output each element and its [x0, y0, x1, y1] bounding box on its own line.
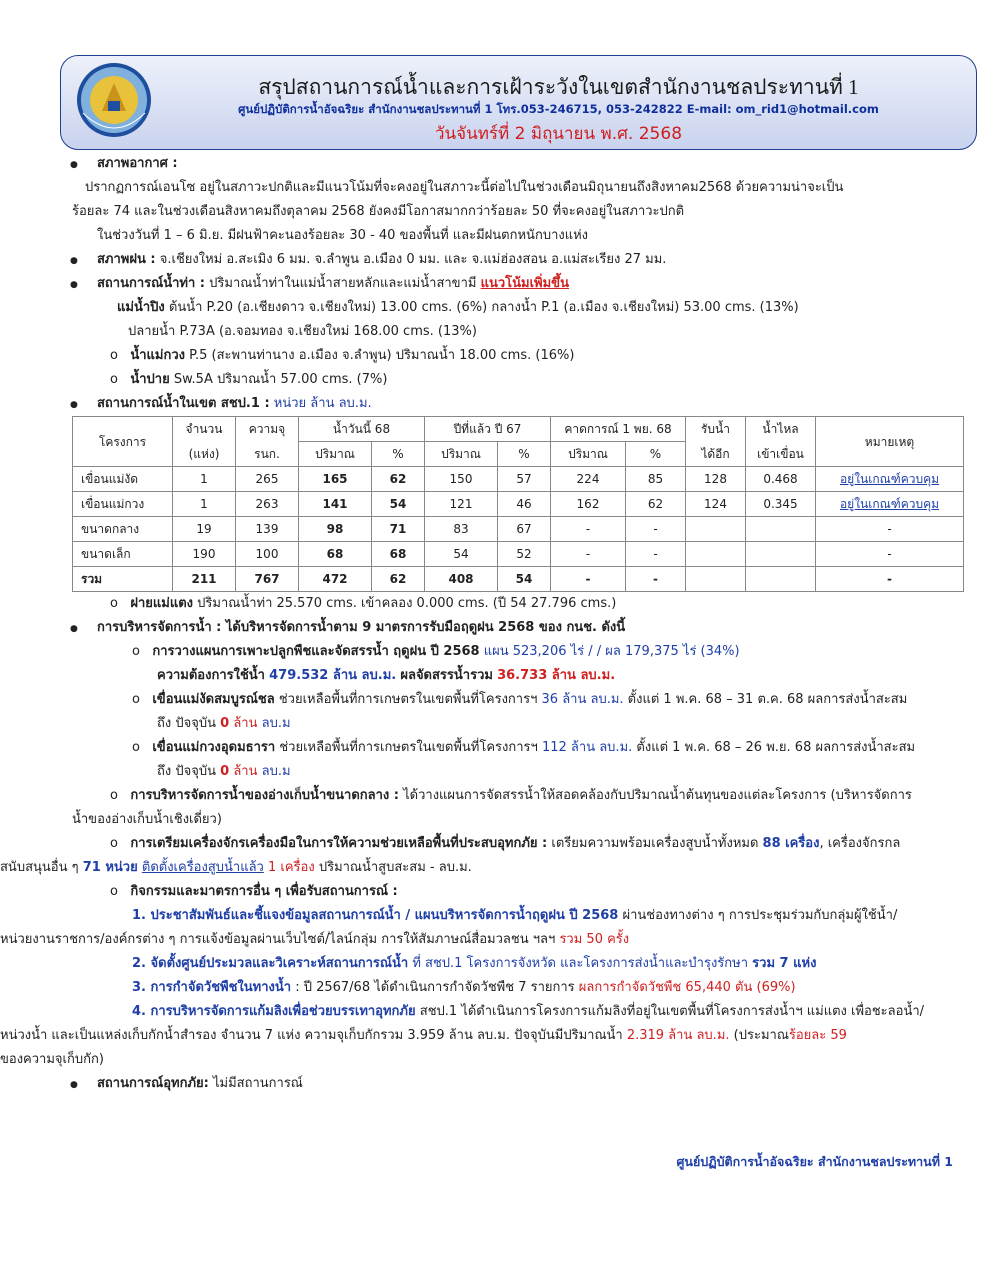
activity-4-text-2: หน่วงน้ำ และเป็นแหล่งเก็บกักน้ำสำรอง จำนวน 7 แห่ง ความจุเก็บกักรวม 3.959 ล้าน ลบ.ม. ปัจจุบันมีปริมาณน้ำ — [0, 1028, 623, 1043]
th-pct: % — [626, 442, 686, 467]
cell-note: - — [816, 567, 964, 592]
table-cell: 150 — [425, 467, 498, 492]
table-cell: - — [551, 567, 626, 592]
table-cell: 1 — [173, 492, 236, 517]
table-cell: 67 — [498, 517, 551, 542]
runoff-row — [72, 272, 962, 296]
kuang-dam-row-2 — [72, 760, 962, 784]
circle-bullet-icon: o — [110, 836, 127, 851]
machine-row — [72, 832, 962, 856]
activity-2-count: รวม 7 แห่ง — [752, 956, 817, 971]
mgmt-heading: การบริหารจัดการน้ำ : ได้บริหารจัดการน้ำตาม 9 มาตรการรับมือฤดูฝน 2568 ของ กนช. ดังนี้ — [97, 620, 626, 635]
report-body — [0, 152, 962, 1096]
kuang-text: P.5 (สะพานท่านาง อ.เมือง จ.ลำพูน) ปริมาณน้ำ 18.00 cms. (16%) — [189, 348, 575, 363]
table-cell: 265 — [236, 467, 299, 492]
weather-p2: ในช่วงวันที่ 1 – 6 มิ.ย. มีฝนฟ้าคะนองร้อยละ 30 - 40 ของพื้นที่ และมีฝนตกหนักบางแห่ง — [97, 228, 589, 243]
table-cell: 1 — [173, 467, 236, 492]
table-cell: - — [626, 567, 686, 592]
bullet-icon — [70, 272, 78, 297]
table-cell: 62 — [372, 567, 425, 592]
table-cell: 54 — [372, 492, 425, 517]
activity-2-row — [72, 952, 962, 976]
table-cell: 62 — [372, 467, 425, 492]
table-cell: 62 — [626, 492, 686, 517]
medium-row — [72, 784, 962, 808]
table-header-row — [73, 417, 964, 442]
th-volume: ปริมาณ — [299, 442, 372, 467]
ngat-result: 0 — [220, 716, 230, 731]
table-row — [73, 492, 964, 517]
demand-label: ความต้องการใช้น้ำ — [157, 668, 265, 683]
table-cell: 472 — [299, 567, 372, 592]
activity-4-label: 4. การบริหารจัดการแก้มลิงเพื่อช่วยบรรเทาอุทกภัย — [132, 1004, 416, 1019]
table-cell: 162 — [551, 492, 626, 517]
header-banner — [60, 55, 977, 150]
table-cell: - — [551, 517, 626, 542]
weir-row — [72, 592, 962, 616]
table-cell: 408 — [425, 567, 498, 592]
activity-1-label: 1. ประชาสัมพันธ์และชี้แจงข้อมูลสถานการณ์น้ำ / แผนบริหารจัดการน้ำฤดูฝน ปี 2568 — [132, 908, 619, 923]
kuang-dam-text-3: ถึง ปัจจุบัน — [157, 764, 216, 779]
ping-label: แม่น้ำปิง — [117, 300, 165, 315]
table-cell — [746, 567, 816, 592]
cell-note: - — [816, 542, 964, 567]
ngat-row-2 — [72, 712, 962, 736]
activity-1-row-2 — [0, 928, 962, 952]
activity-4-vol: 2.319 ล้าน ลบ.ม. — [626, 1028, 730, 1043]
th-receive-2: ได้อีก — [686, 442, 746, 467]
machine-units: 71 หน่วย — [82, 860, 138, 875]
flood-heading: สถานการณ์อุทกภัย: — [97, 1076, 209, 1091]
table-cell: 68 — [299, 542, 372, 567]
table-cell: 68 — [372, 542, 425, 567]
th-volume: ปริมาณ — [551, 442, 626, 467]
table-row — [73, 517, 964, 542]
page-title: สรุปสถานการณ์น้ำและการเฝ้าระวังในเขตสำนักงานชลประทานที่ 1 — [258, 75, 859, 99]
table-row — [73, 542, 964, 567]
footer-signature: ศูนย์ปฏิบัติการน้ำอัจฉริยะ สำนักงานชลประทานที่ 1 — [676, 1154, 953, 1169]
th-receive: รับน้ำ — [686, 417, 746, 442]
runoff-heading: สถานการณ์น้ำท่า : — [97, 276, 205, 291]
activity-3-text: : ปี 2567/68 ได้ดำเนินการกำจัดวัชพืช 7 รายการ — [295, 980, 575, 995]
ngat-text-3: ถึง ปัจจุบัน — [157, 716, 216, 731]
table-cell: 128 — [686, 467, 746, 492]
activity-1-text: ผ่านช่องทางต่าง ๆ การประชุมร่วมกับกลุ่มผู้ใช้น้ำ/ — [622, 908, 898, 923]
activity-2-text: ที่ สชป.1 โครงการจังหวัด และโครงการส่งน้ำและบำรุงรักษา — [412, 956, 749, 971]
activity-4-row-3: ของความจุเก็บกัก) — [0, 1052, 104, 1067]
machine-pumps: 88 เครื่อง — [762, 836, 820, 851]
kuang-dam-label: เขื่อนแม่กวงอุดมธารา — [152, 740, 276, 755]
table-cell: 121 — [425, 492, 498, 517]
th-capacity: ความจุ — [236, 417, 299, 442]
th-pct: % — [498, 442, 551, 467]
kuang-dam-vol: 112 ล้าน ลบ.ม. — [541, 740, 633, 755]
table-cell: 85 — [626, 467, 686, 492]
th-capacity-unit: รนก. — [236, 442, 299, 467]
machine-text-2: , เครื่องจักรกล — [819, 836, 901, 851]
activity-4-text: สชป.1 ได้ดำเนินการโครงการแก้มลิงที่อยู่ในเขตพื้นที่โครงการส่งน้ำฯ แม่แตง เพื่อชะลอน้ำ/ — [419, 1004, 925, 1019]
th-count-unit: (แห่ง) — [173, 442, 236, 467]
table-cell: 224 — [551, 467, 626, 492]
flood-row — [72, 1072, 962, 1096]
plan-row — [72, 640, 962, 664]
table-cell: 46 — [498, 492, 551, 517]
table-cell — [746, 517, 816, 542]
ping-text: ต้นน้ำ P.20 (อ.เชียงดาว จ.เชียงใหม่) 13.00 cms. (6%) กลางน้ำ P.1 (อ.เมือง จ.เชียงใหม่) 53.00 cms. (13%) — [168, 300, 799, 315]
header-contact: ศูนย์ปฏิบัติการน้ำอัจฉริยะ สำนักงานชลประทานที่ 1 โทร.053-246715, 053-242822 E-mail: om_rid1@hotmail.com — [238, 102, 879, 116]
table-cell: 54 — [425, 542, 498, 567]
table-cell: 52 — [498, 542, 551, 567]
table-cell: 190 — [173, 542, 236, 567]
th-pct: % — [372, 442, 425, 467]
kuang-dam-text-2: ตั้งแต่ 1 พ.ค. 68 – 26 พ.ย. 68 ผลการส่งน้ำสะสม — [636, 740, 916, 755]
circle-bullet-icon: o — [132, 692, 149, 707]
th-lastyear: ปีที่แล้ว ปี 67 — [425, 417, 551, 442]
table-cell: 141 — [299, 492, 372, 517]
weather-text-1: ปรากฏการณ์เอนโซ อยู่ในสภาวะปกติและมีแนวโน้มที่จะคงอยู่ในสภาวะนี้ต่อไปในช่วงเดือนมิถุนายนถึงสิงหาคม2568 ด้วยความน่าจะเป็น — [85, 180, 844, 195]
weir-label: ฝายแม่แตง — [130, 596, 194, 611]
activity-2-label: 2. จัดตั้งศูนย์ประมวลและวิเคราะห์สถานการณ์น้ำ — [132, 956, 409, 971]
machine-installed: ติดตั้งเครื่องสูบน้ำแล้ว — [141, 860, 264, 875]
weather-p1b: ร้อยละ 74 และในช่วงเดือนสิงหาคมถึงตุลาคม 2568 ยังคงมีโอกาสมากกว่าร้อยละ 50 ที่จะคงอยู่ในสภาวะปกติ — [72, 204, 685, 219]
table-cell: 19 — [173, 517, 236, 542]
th-volume: ปริมาณ — [425, 442, 498, 467]
table-cell: 211 — [173, 567, 236, 592]
ngat-vol: 36 ล้าน ลบ.ม. — [541, 692, 624, 707]
alloc-value: 36.733 ล้าน ลบ.ม. — [497, 668, 616, 683]
circle-bullet-icon: o — [110, 348, 127, 363]
kuang-dam-result: 0 — [220, 764, 230, 779]
activities-label: กิจกรรมและมาตรการอื่น ๆ เพื่อรับสถานการณ์ : — [130, 884, 398, 899]
cell-project: ขนาดเล็ก — [73, 542, 173, 567]
bullet-icon — [70, 616, 78, 641]
cell-project: เขื่อนแม่งัด — [73, 467, 173, 492]
table-cell: 83 — [425, 517, 498, 542]
activity-3-row — [72, 976, 962, 1000]
activity-4-pct: ร้อยละ 59 — [788, 1028, 847, 1043]
table-cell — [686, 517, 746, 542]
table-cell: 767 — [236, 567, 299, 592]
ngat-unit-2: ลบ.ม — [261, 716, 291, 731]
circle-bullet-icon: o — [110, 372, 127, 387]
kuang-row — [72, 344, 962, 368]
table-cell — [686, 567, 746, 592]
cell-project: ขนาดกลาง — [73, 517, 173, 542]
kuang-label: น้ำแม่กวง — [130, 348, 186, 363]
activity-1-text-2: หน่วยงานราชการ/องค์กรต่าง ๆ การแจ้งข้อมูลผ่านเว็บไซต์/ไลน์กลุ่ม การให้สัมภาษณ์สื่อมวลชน ฯลฯ — [0, 932, 556, 947]
ngat-unit: ล้าน — [233, 716, 258, 731]
table-cell — [686, 542, 746, 567]
table-cell: 57 — [498, 467, 551, 492]
table-cell: 71 — [372, 517, 425, 542]
table-cell: 0.468 — [746, 467, 816, 492]
machine-text-3: สนับสนุนอื่น ๆ — [0, 860, 79, 875]
medium-text: ได้วางแผนการจัดสรรน้ำให้สอดคล้องกับปริมาณน้ำต้นทุนของแต่ละโครงการ (บริหารจัดการ — [403, 788, 912, 803]
activities-row — [72, 880, 962, 904]
th-inflow: น้ำไหล — [746, 417, 816, 442]
weather-p1a — [0, 176, 962, 200]
demand-value: 479.532 ล้าน ลบ.ม. — [269, 668, 397, 683]
table-cell: 100 — [236, 542, 299, 567]
cell-project: เขื่อนแม่กวง — [73, 492, 173, 517]
rain-heading: สภาพฝน : — [97, 252, 156, 267]
machine-row-2 — [0, 856, 962, 880]
machine-installed-count: 1 เครื่อง — [268, 860, 315, 875]
table-cell: 139 — [236, 517, 299, 542]
kuang-dam-unit-2: ลบ.ม — [261, 764, 291, 779]
cell-note: อยู่ในเกณฑ์ควบคุม — [816, 467, 964, 492]
activity-4-row-2 — [0, 1024, 962, 1048]
medium-label: การบริหารจัดการน้ำของอ่างเก็บน้ำขนาดกลาง : — [130, 788, 399, 803]
circle-bullet-icon: o — [110, 596, 127, 611]
activity-1-row — [72, 904, 962, 928]
activity-3-label: 3. การกำจัดวัชพืชในทางน้ำ — [132, 980, 292, 995]
table-cell: 165 — [299, 467, 372, 492]
kuang-dam-row — [72, 736, 962, 760]
table-cell: 263 — [236, 492, 299, 517]
table-cell: 0.345 — [746, 492, 816, 517]
cell-project: รวม — [73, 567, 173, 592]
table-cell: - — [626, 517, 686, 542]
circle-bullet-icon: o — [132, 644, 149, 659]
plan-label: การวางแผนการเพาะปลูกพืชและจัดสรรน้ำ ฤดูฝน ปี 2568 — [152, 644, 480, 659]
th-inflow-2: เข้าเขื่อน — [746, 442, 816, 467]
runoff-trend: แนวโน้มเพิ่มขึ้น — [480, 276, 569, 291]
plan-value: แผน 523,206 ไร่ / / ผล 179,375 ไร่ (34%) — [483, 644, 740, 659]
th-forecast: คาดการณ์ 1 พย. 68 — [551, 417, 686, 442]
machine-label: การเตรียมเครื่องจักรเครื่องมือในการให้ความช่วยเหลือพื้นที่ประสบอุทกภัย : — [130, 836, 548, 851]
pai-row — [72, 368, 962, 392]
kuang-dam-text: ช่วยเหลือพื้นที่การเกษตรในเขตพื้นที่โครงการฯ — [279, 740, 538, 755]
weir-text: ปริมาณน้ำท่า 25.570 cms. เข้าคลอง 0.000 cms. (ปี 54 27.796 cms.) — [197, 596, 617, 611]
report-date: วันจันทร์ที่ 2 มิถุนายน พ.ศ. 2568 — [434, 124, 683, 144]
pai-text: Sw.5A ปริมาณน้ำ 57.00 cms. (7%) — [173, 372, 388, 387]
table-cell: 98 — [299, 517, 372, 542]
weather-heading: สภาพอากาศ : — [97, 156, 178, 171]
table-cell: 124 — [686, 492, 746, 517]
cell-note: - — [816, 517, 964, 542]
area-heading: สถานการณ์น้ำในเขต สชป.1 : — [97, 396, 270, 411]
weather-heading-row — [72, 152, 962, 176]
table-row — [73, 467, 964, 492]
th-count: จำนวน — [173, 417, 236, 442]
runoff-text: ปริมาณน้ำท่าในแม่น้ำสายหลักและแม่น้ำสาขามี — [209, 276, 477, 291]
area-row — [72, 392, 962, 416]
circle-bullet-icon: o — [132, 740, 149, 755]
mgmt-row — [72, 616, 962, 640]
kuang-dam-unit: ล้าน — [233, 764, 258, 779]
table-cell: - — [626, 542, 686, 567]
cell-note: อยู่ในเกณฑ์ควบคุม — [816, 492, 964, 517]
th-today: น้ำวันนี้ 68 — [299, 417, 425, 442]
table-total-row — [73, 567, 964, 592]
activity-4-row — [72, 1000, 962, 1024]
medium-row-2: น้ำของอ่างเก็บน้ำเชิงเดี่ยว) — [72, 812, 222, 827]
ngat-label: เขื่อนแม่งัดสมบูรณ์ชล — [152, 692, 275, 707]
activity-4-text-3: (ประมาณ — [733, 1028, 789, 1043]
rain-text: จ.เชียงใหม่ อ.สะเมิง 6 มม. จ.ลำพูน อ.เมือง 0 มม. และ จ.แม่ฮ่องสอน อ.แม่สะเรียง 27 มม. — [159, 252, 667, 267]
ngat-text: ช่วยเหลือพื้นที่การเกษตรในเขตพื้นที่โครงการฯ — [278, 692, 538, 707]
flood-text: ไม่มีสถานการณ์ — [212, 1076, 303, 1091]
activity-3-result: ผลการกำจัดวัชพืช 65,440 ตัน (69%) — [578, 980, 796, 995]
bullet-icon — [70, 1072, 78, 1097]
bullet-icon — [70, 248, 78, 273]
table-body — [73, 467, 964, 592]
table-cell: 54 — [498, 567, 551, 592]
bullet-icon — [70, 392, 78, 417]
machine-text: เตรียมความพร้อมเครื่องสูบน้ำทั้งหมด — [551, 836, 759, 851]
ngat-text-2: ตั้งแต่ 1 พ.ค. 68 – 31 ต.ค. 68 ผลการส่งน้ำสะสม — [627, 692, 908, 707]
ngat-row — [72, 688, 962, 712]
activity-1-count: รวม 50 ครั้ง — [559, 932, 630, 947]
pai-label: น้ำปาย — [130, 372, 170, 387]
bullet-icon — [70, 152, 78, 177]
table-cell: - — [551, 542, 626, 567]
circle-bullet-icon: o — [110, 788, 127, 803]
table-cell — [746, 542, 816, 567]
th-project: โครงการ — [73, 417, 173, 467]
ping-row — [72, 296, 962, 320]
th-note: หมายเหตุ — [816, 417, 964, 467]
reservoir-table — [72, 416, 964, 592]
demand-row — [72, 664, 962, 688]
circle-bullet-icon: o — [110, 884, 127, 899]
alloc-label: ผลจัดสรรน้ำรวม — [400, 668, 493, 683]
ping-row-2: ปลายน้ำ P.73A (อ.จอมทอง จ.เชียงใหม่ 168.00 cms. (13%) — [128, 324, 477, 339]
rain-row — [72, 248, 962, 272]
machine-text-4: ปริมาณน้ำสูบสะสม - ลบ.ม. — [318, 860, 472, 875]
area-unit: หน่วย ล้าน ลบ.ม. — [273, 396, 372, 411]
